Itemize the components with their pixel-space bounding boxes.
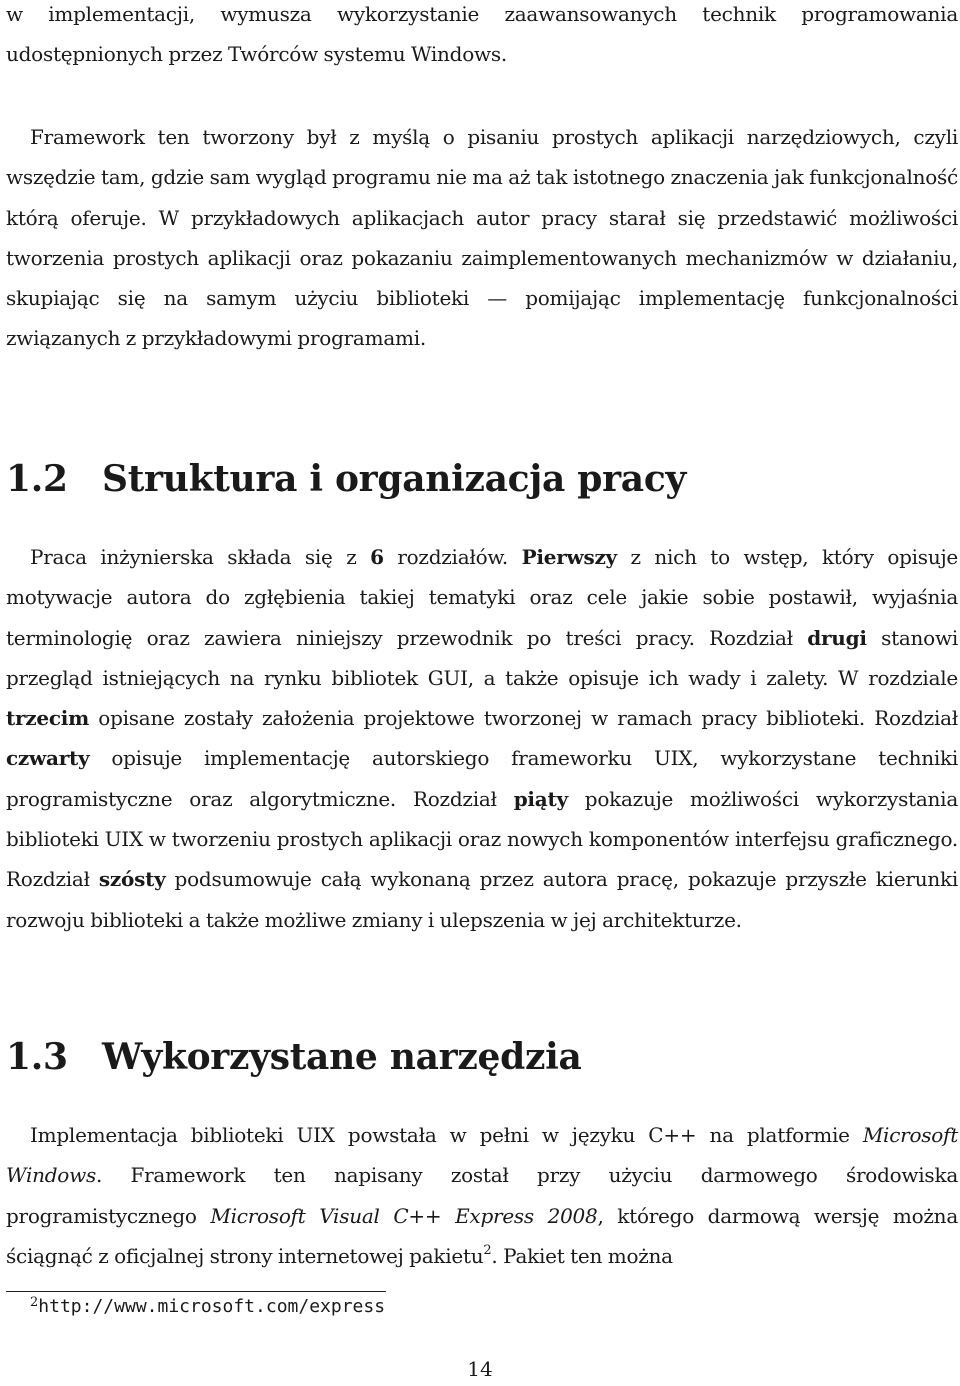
bold-run: Pierwszy bbox=[521, 545, 617, 569]
text-run: . Framework ten napisany został przy użyciu darmowego środowiska programistycznego bbox=[6, 1163, 958, 1228]
section-number: 1.3 bbox=[6, 1036, 68, 1078]
section-heading-tools bbox=[6, 1036, 582, 1078]
bold-run: piąty bbox=[513, 786, 568, 811]
text-run: z nich to wstęp, który opisuje motywacje autora do zgłębienia takiej tematyki oraz cele jakie sobie postawił, wyjaśnia terminologię oraz zawiera niniejszy przewodnik po treści pracy. Rozdział bbox=[6, 545, 958, 650]
page-number: 14 bbox=[467, 1357, 493, 1381]
footnote-url-link[interactable]: http://www.microsoft.com/express bbox=[38, 1296, 386, 1317]
footnote-divider bbox=[6, 1291, 386, 1292]
paragraph-text: w implementacji, wymusza wykorzystanie zaawansowanych technik programowania udostępnionych przez Twórców systemu Windows. bbox=[6, 2, 958, 67]
paragraph-continued bbox=[6, 0, 958, 75]
text-run: Praca inżynierska składa się z bbox=[30, 545, 371, 569]
text-run: , którego darmową wersję można ściągnąć z oficjalnej strony internetowej pakietu bbox=[6, 1203, 958, 1268]
text-run: pokazuje możliwości wykorzystania biblioteki UIX w tworzeniu prostych aplikacji oraz nowych komponentów interfejsu graficznego. Rozdział bbox=[6, 786, 958, 892]
section-heading-structure bbox=[6, 458, 686, 500]
bold-run: 6 bbox=[370, 545, 384, 569]
bold-run: czwarty bbox=[6, 746, 90, 771]
text-run: rozdziałów. bbox=[383, 545, 522, 569]
paragraph-tools bbox=[6, 1115, 958, 1276]
text-run: podsumowuje całą wykonaną przez autora pracę, pokazuje przyszłe kierunki rozwoju biblioteki a także możliwe zmiany i ulepszenia w jej architekturze. bbox=[6, 867, 958, 932]
text-run: . Pakiet ten można bbox=[491, 1243, 673, 1268]
text-run: opisane zostały założenia projektowe tworzonej w ramach pracy biblioteki. Rozdział bbox=[89, 706, 958, 731]
bold-run: trzecim bbox=[6, 706, 90, 731]
footnote-marker: 2 bbox=[30, 1295, 39, 1310]
bold-run: drugi bbox=[807, 625, 867, 650]
italic-run: Microsoft Windows bbox=[6, 1123, 958, 1188]
paragraph-framework-purpose bbox=[6, 117, 958, 359]
paragraph-text: Framework ten tworzony był z myślą o pisaniu prostych aplikacji narzędziowych, czyli wszędzie tam, gdzie sam wygląd programu nie ma aż tak istotnego znaczenia jak funkcjonalność którą oferuje. W przykładowych aplikacjach autor pracy starał się przedstawić możliwości tworzenia prostych aplikacji oraz pokazaniu zaimplementowanych mechanizmów w działaniu, skupiając się na samym użyciu biblioteki — pomijając implementację funkcjonalności związanych z przykładowymi programami. bbox=[6, 125, 958, 351]
footnote-reference[interactable]: 2 bbox=[483, 1242, 492, 1258]
text-run: Implementacja biblioteki UIX powstała w pełni w języku C++ na platformie bbox=[30, 1123, 863, 1147]
footnote bbox=[30, 1296, 385, 1317]
section-number: 1.2 bbox=[6, 458, 68, 500]
section-title: Struktura i organizacja pracy bbox=[102, 458, 687, 500]
bold-run: szósty bbox=[98, 867, 166, 892]
text-run: stanowi przegląd istniejących na rynku bibliotek GUI, a także opisuje ich wady i zalety. W rozdziale bbox=[6, 625, 958, 690]
paragraph-chapter-overview bbox=[6, 537, 958, 940]
italic-run: Microsoft Visual C++ Express 2008 bbox=[210, 1203, 598, 1228]
text-run: opisuje implementację autorskiego frameworku UIX, wykorzystane techniki programistyczne oraz algorytmiczne. Rozdział bbox=[6, 746, 958, 811]
section-title: Wykorzystane narzędzia bbox=[102, 1036, 582, 1078]
